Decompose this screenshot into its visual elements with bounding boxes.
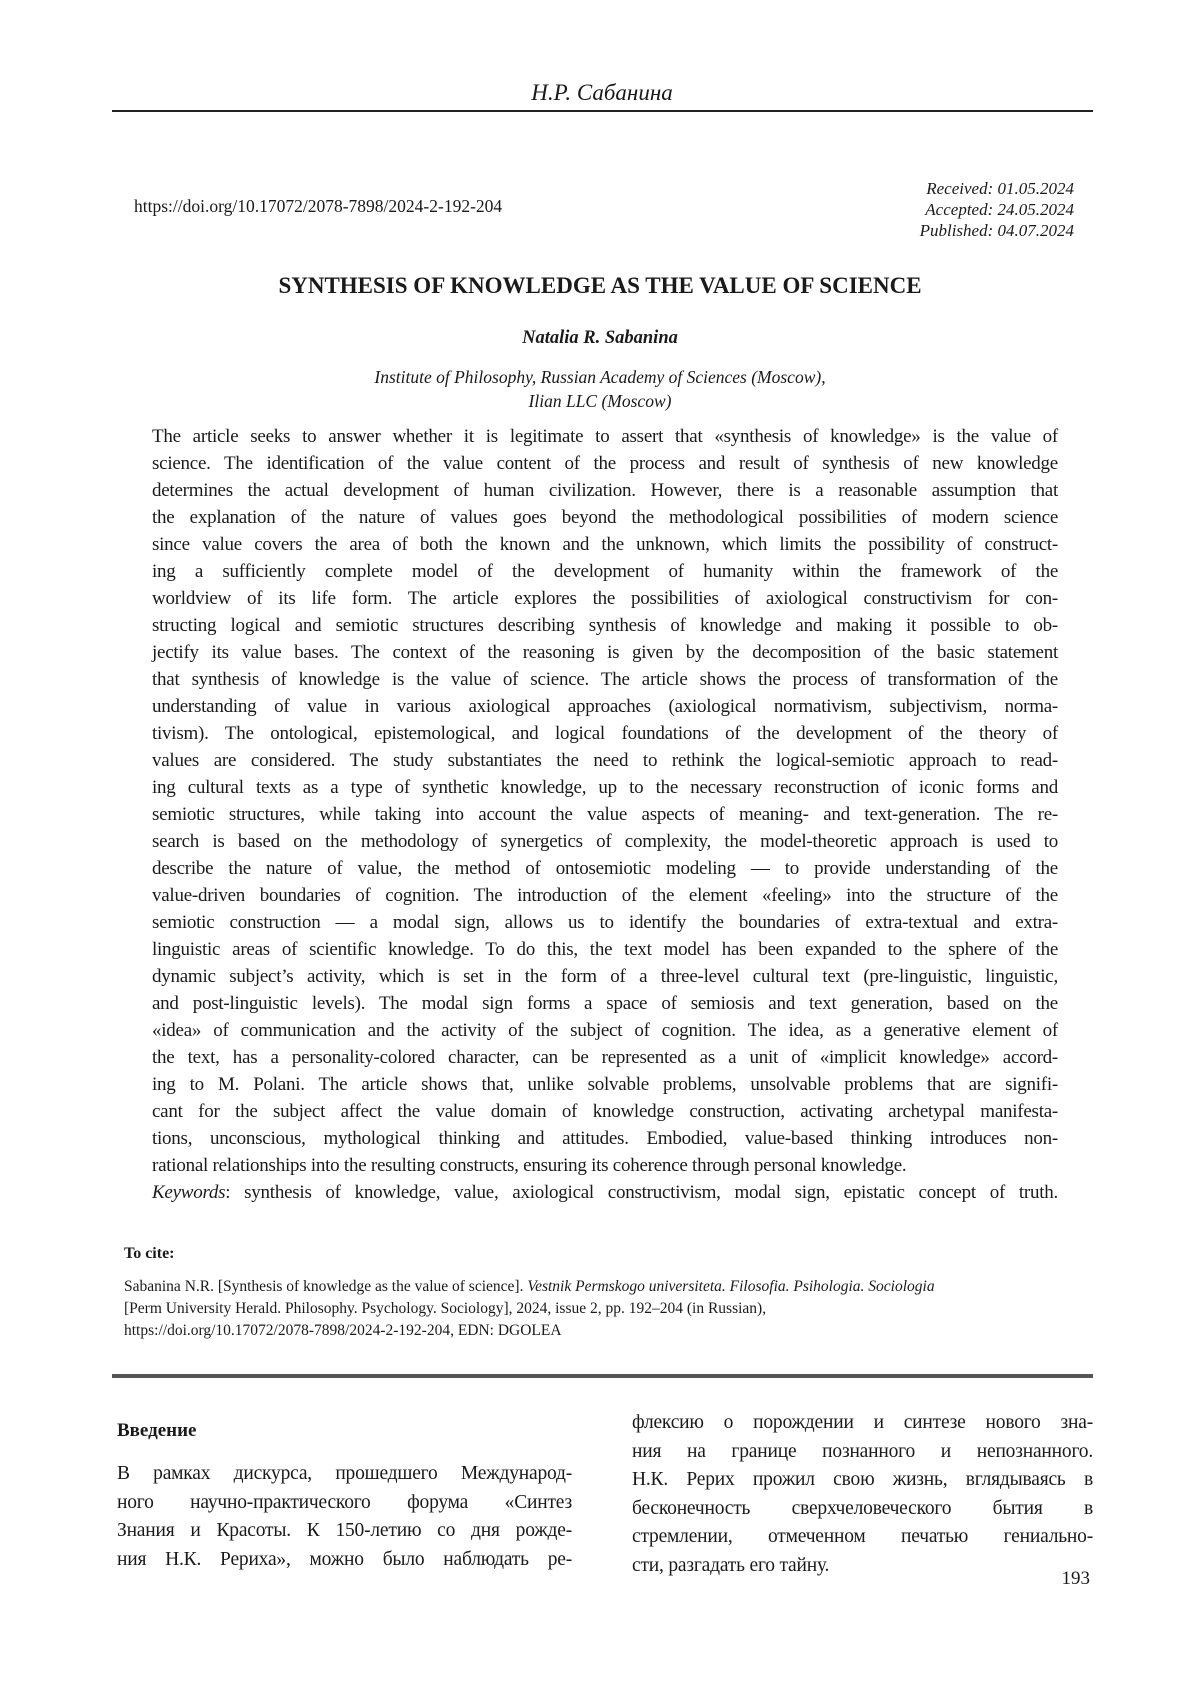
text-line: сти, разгадать его тайну.: [632, 1552, 1093, 1581]
text-line: semiotic construction — a modal sign, allows us to identify the boundaries of extra-textual and extra-: [152, 909, 1058, 936]
abstract: [152, 423, 1058, 1206]
text-line: the text, has a personality-colored character, can be represented as a unit of «implicit knowledge» accord-: [152, 1044, 1058, 1071]
text-line: Н.К. Рерих прожил свою жизнь, вглядываясь в: [632, 1466, 1093, 1495]
body-column-left: [117, 1460, 572, 1574]
citation-doi[interactable]: https://doi.org/10.17072/2078-7898/2024-2-192-204, EDN: DGOLEA: [124, 1320, 1084, 1342]
header-rule: [112, 110, 1093, 112]
affiliation: [0, 365, 1200, 413]
text-line: jectify its value bases. The context of the reasoning is given by the decomposition of the basic statement: [152, 639, 1058, 666]
affiliation-line: Institute of Philosophy, Russian Academy of Sciences (Moscow),: [0, 365, 1200, 389]
text-line: science. The identification of the value content of the process and result of synthesis of new knowledge: [152, 450, 1058, 477]
keywords-label: Keywords: [152, 1182, 225, 1203]
text-line: since value covers the area of both the known and the unknown, which limits the possibility of construct-: [152, 531, 1058, 558]
text-line: tions, unconscious, mythological thinking and attitudes. Embodied, value-based thinking introduces non-: [152, 1125, 1058, 1152]
text-line: флексию о порождении и синтезе нового зна-: [632, 1409, 1093, 1438]
text-line: structing logical and semiotic structures describing synthesis of knowledge and making it possible to ob-: [152, 612, 1058, 639]
doi-link[interactable]: https://doi.org/10.17072/2078-7898/2024-2-192-204: [134, 196, 502, 217]
text-line: Знания и Красоты. К 150-летию со дня рожде-: [117, 1517, 572, 1546]
text-line: стремлении, отмеченном печатью гениально-: [632, 1523, 1093, 1552]
text-line: values are considered. The study substantiates the need to rethink the logical-semiotic approach to read-: [152, 747, 1058, 774]
text-line: worldview of its life form. The article explores the possibilities of axiological constructivism for con-: [152, 585, 1058, 612]
citation-part: Sabanina N.R. [Synthesis of knowledge as the value of science].: [124, 1278, 527, 1295]
keywords-text: : synthesis of knowledge, value, axiological constructivism, modal sign, epistatic concept of truth.: [225, 1182, 1058, 1203]
text-line: В рамках дискурса, прошедшего Международ-: [117, 1460, 572, 1489]
keywords: [152, 1179, 1058, 1206]
text-line: understanding of value in various axiological approaches (axiological normativism, subjectivism, norma-: [152, 693, 1058, 720]
citation: [124, 1276, 1084, 1342]
text-line: ния Н.К. Рериха», можно было наблюдать ре-: [117, 1546, 572, 1575]
text-line: ния на границе познанного и непознанного.: [632, 1438, 1093, 1467]
text-line: search is based on the methodology of synergetics of complexity, the model-theoretic approach is used to: [152, 828, 1058, 855]
running-head-author: Н.Р. Сабанина: [112, 80, 1092, 106]
text-line: cant for the subject affect the value domain of knowledge construction, activating archetypal manifesta-: [152, 1098, 1058, 1125]
text-line: tivism). The ontological, epistemological, and logical foundations of the development of the theory of: [152, 720, 1058, 747]
text-line: dynamic subject’s activity, which is set in the form of a three-level cultural text (pre-linguistic, linguistic,: [152, 963, 1058, 990]
article-title: SYNTHESIS OF KNOWLEDGE AS THE VALUE OF SCIENCE: [0, 273, 1200, 299]
text-line: and post-linguistic levels). The modal sign forms a space of semiosis and text generation, based on the: [152, 990, 1058, 1017]
section-divider: [112, 1374, 1093, 1378]
text-line: semiotic structures, while taking into account the value aspects of meaning- and text-generation. The re-: [152, 801, 1058, 828]
affiliation-line: Ilian LLC (Moscow): [0, 389, 1200, 413]
text-line: ing a sufficiently complete model of the development of humanity within the framework of the: [152, 558, 1058, 585]
cite-label: To cite:: [124, 1245, 175, 1263]
text-line: determines the actual development of human civilization. However, there is a reasonable assumption that: [152, 477, 1058, 504]
section-heading-introduction: Введение: [117, 1420, 197, 1442]
page-number: 193: [1062, 1568, 1091, 1590]
text-line: rational relationships into the resulting constructs, ensuring its coherence through personal knowledge.: [152, 1152, 1058, 1179]
citation-line: [Perm University Herald. Philosophy. Psychology. Sociology], 2024, issue 2, pp. 192–204 (in Russian),: [124, 1298, 1084, 1320]
body-column-right: [632, 1409, 1093, 1580]
author-name: Natalia R. Sabanina: [0, 328, 1200, 349]
text-line: The article seeks to answer whether it is legitimate to assert that «synthesis of knowledge» is the value of: [152, 423, 1058, 450]
text-line: value-driven boundaries of cognition. The introduction of the element «feeling» into the structure of the: [152, 882, 1058, 909]
text-line: describe the nature of value, the method of ontosemiotic modeling — to provide understanding of the: [152, 855, 1058, 882]
received-date: Received: 01.05.2024: [920, 178, 1074, 199]
publication-dates: [920, 178, 1074, 241]
text-line: бесконечность сверхчеловеческого бытия в: [632, 1495, 1093, 1524]
text-line: «idea» of communication and the activity of the subject of cognition. The idea, as a generative element of: [152, 1017, 1058, 1044]
accepted-date: Accepted: 24.05.2024: [920, 199, 1074, 220]
text-line: ing cultural texts as a type of synthetic knowledge, up to the necessary reconstruction of iconic forms and: [152, 774, 1058, 801]
text-line: ing to M. Polani. The article shows that, unlike solvable problems, unsolvable problems that are signifi-: [152, 1071, 1058, 1098]
text-line: that synthesis of knowledge is the value of science. The article shows the process of transformation of the: [152, 666, 1058, 693]
published-date: Published: 04.07.2024: [920, 220, 1074, 241]
text-line: ного научно-практического форума «Синтез: [117, 1489, 572, 1518]
text-line: the explanation of the nature of values goes beyond the methodological possibilities of modern science: [152, 504, 1058, 531]
text-line: linguistic areas of scientific knowledge. To do this, the text model has been expanded to the sphere of the: [152, 936, 1058, 963]
citation-journal: Vestnik Permskogo universiteta. Filosofia. Psihologia. Sociologia: [527, 1278, 934, 1295]
